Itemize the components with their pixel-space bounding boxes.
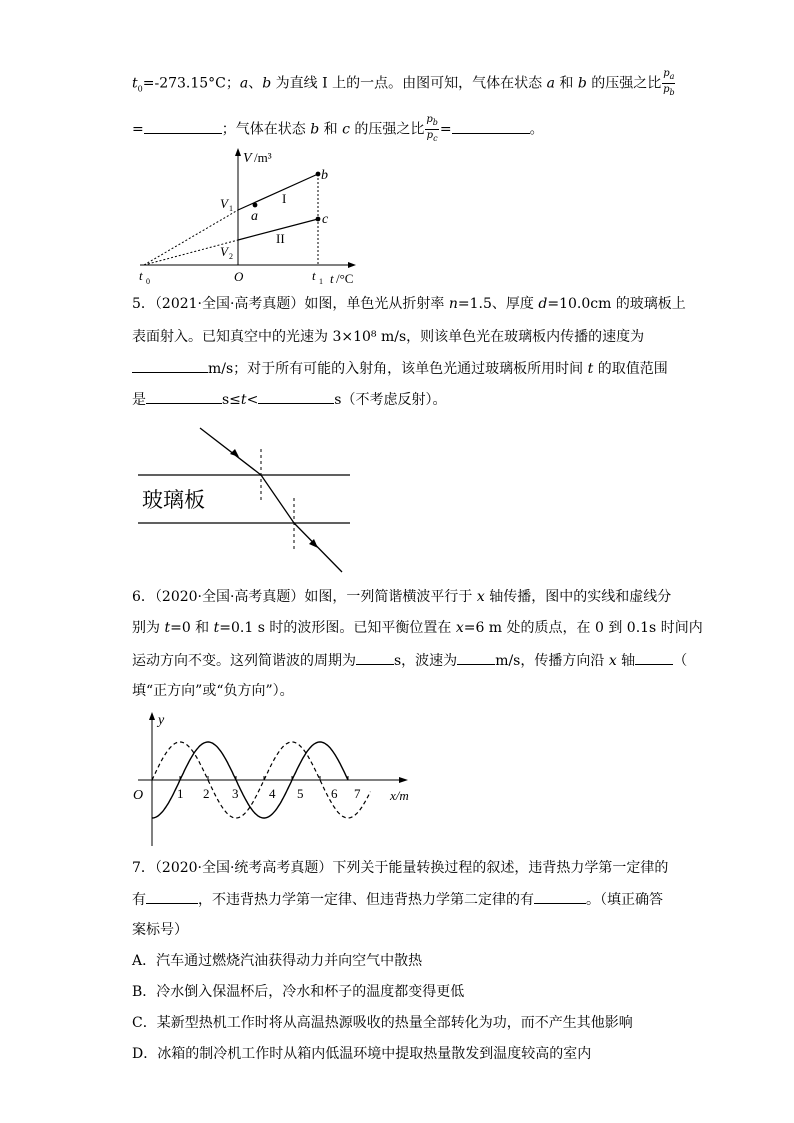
q7-line2 [132,889,663,910]
answer-blank-direction[interactable] [635,650,673,665]
tick-label-5: 5 [297,786,304,801]
q4-text-line1 [132,68,676,99]
text-segment: s（不考虑反射）。 [334,392,447,408]
answer-blank-speed[interactable] [132,358,208,373]
tick-label-4: 4 [269,786,276,801]
text-segment: =10.0cm 的玻璃板上 [547,296,686,312]
state-b: b [577,75,587,92]
origin-label: O [133,788,144,803]
y-axis-arrow [149,712,155,720]
label-t0: t [139,268,143,283]
glass-label: 玻璃板 [142,488,205,512]
text-segment: 5．（2021·全国·高考真题）如图，单色光从折射率 [132,296,449,312]
emergent-ray [294,523,342,572]
symbol-t: t [213,620,220,636]
answer-blank-tmax[interactable] [258,389,334,404]
label-t1-sub: 1 [319,277,323,286]
t0-value: =-273.15°C； [142,75,240,92]
frac-den-sub: c [433,134,438,143]
incident-arrow [230,449,239,457]
text-segment: m/s；对于所有可能的入射角，该单色光通过玻璃板所用时间 [208,361,588,377]
q7-line3 [132,920,188,940]
separator: 、 [248,75,263,92]
text-segment: =6 m 处的质点，在 0 到 0.1s 时间内 [463,620,703,636]
tick-label-3: 3 [232,786,239,801]
state-a: a [239,75,249,92]
period: 。 [529,121,544,138]
text-segment: 别为 [132,620,165,636]
frac-num-sub: b [432,118,438,127]
pressure-ratio-bc [425,114,439,145]
y-axis-label: V [243,151,252,166]
q5-line1 [132,294,686,314]
symbol-x: x [455,620,464,636]
state-a: a [546,75,555,92]
q5-line4 [132,389,446,410]
state-c: c [342,121,350,138]
t0-symbol: t [132,75,138,92]
text-segment: ，不违背热力学第一定律、但违背热力学第二定律的有 [198,892,534,908]
text-segment: 表面射入。已知真空中的光速为 3×10⁸ m/s，则该单色光在玻璃板内传播的速度为 [132,329,645,345]
q6-line3 [132,650,687,671]
tick-label-7: 7 [354,786,361,801]
text-segment: 有 [132,892,146,908]
text-segment: 是 [132,392,146,408]
state-b: b [310,121,320,138]
label-c: c [322,212,329,227]
x-axis-label: x/m [390,788,409,803]
option-b: B．冷水倒入保温杯后，冷水和杯子的温度都变得更低 [132,984,465,1000]
answer-blank-bc[interactable] [452,119,530,134]
text-segment: m/s，传播方向沿 [495,653,609,669]
x-axis-label: t [330,271,334,286]
frac-den: p [426,130,434,141]
point-c [316,217,321,222]
refracted-ray [261,475,294,523]
text-segment: 6．（2020·全国·高考真题）如图，一列简谐横波平行于 [132,589,477,605]
symbol-t: t [240,392,247,408]
symbol-x: x [476,589,485,605]
label-V2: V [220,244,228,259]
text-segment: =0.1 s 时的波形图。已知平衡位置在 [219,620,456,636]
text-segment: 填“正方向”或“负方向”）。 [132,683,294,699]
label-t0-sub: 0 [146,277,150,286]
option-c: C．某新型热机工作时将从高温热源吸收的热量全部转化为功，而不产生其他影响 [132,1015,633,1031]
q5-line3 [132,358,668,379]
equals: = [132,121,144,138]
equals: = [439,121,452,138]
label-b: b [321,168,328,183]
text-segment: 的取值范围 [593,361,668,377]
text-segment: 的压强之比 [349,121,425,138]
symbol-n: n [448,296,458,312]
frac-num: p [426,114,433,125]
label-a: a [251,209,258,224]
label-O: O [234,269,244,284]
glass-plate-diagram [130,422,360,582]
frac-den-sub: b [669,88,675,97]
label-V2-sub: 2 [229,252,233,261]
option-a: A．汽车通过燃烧汽油获得动力并向空气中散热 [132,953,423,969]
frac-den: p [663,84,670,95]
text-segment: 轴传播，图中的实线和虚线分 [484,589,672,605]
answer-blank-period[interactable] [356,650,394,665]
answer-blank-first-law[interactable] [146,889,198,904]
answer-blank-second-law[interactable] [534,889,586,904]
point-b [316,172,321,177]
text-segment: 轴 [616,653,636,669]
text-segment: 案标号） [132,922,188,938]
less-than: < [246,392,259,408]
q6-line4 [132,681,294,701]
y-axis-unit: /m³ [254,150,272,165]
pressure-ratio-ab [662,68,675,99]
tick-label-1: 1 [177,786,184,801]
wave-graph [128,708,428,853]
text-segment: s≤ [222,392,241,408]
point-a [253,203,258,208]
text-segment: 和 [319,121,343,138]
label-V1-sub: 1 [229,204,233,213]
frac-num-sub: a [669,72,675,81]
text-segment: =1.5、厚度 [457,296,539,312]
answer-blank-ab[interactable] [144,119,222,134]
tick-label-2: 2 [203,786,210,801]
x-axis-arrow [348,262,356,268]
q6-line1 [132,587,671,607]
answer-blank-wave-speed[interactable] [457,650,495,665]
frac-num: p [663,68,670,79]
y-axis-label: y [158,713,165,728]
text-segment: 运动方向不变。这列简谐波的周期为 [132,653,356,669]
incident-ray [200,428,261,475]
text-segment: 的压强之比 [586,75,662,92]
text-segment: s，波速为 [394,653,458,669]
text-segment: 。（填正确答 [586,892,663,908]
text-segment: 和 [554,75,578,92]
text-segment: 为直线 I 上的一点。由图可知，气体在状态 [271,75,547,92]
label-t1: t [312,268,316,283]
text-segment: 7．（2020·全国·统考高考真题）下列关于能量转换过程的叙述，违背热力学第一定律的 [132,860,669,876]
symbol-d: d [538,296,548,312]
q5-line2 [132,327,644,347]
q7-line1 [132,858,668,878]
symbol-x: x [608,653,617,669]
q6-line2 [132,618,703,638]
option-d: D．冰箱的制冷机工作时从箱内低温环境中提取热量散发到温度较高的室内 [132,1046,592,1062]
tick-label-6: 6 [331,786,338,801]
text-segment: ；气体在状态 [221,121,311,138]
answer-blank-tmin[interactable] [146,389,222,404]
x-axis-unit: /°C [336,271,354,286]
label-V1: V [220,196,228,211]
label-I: I [282,191,287,206]
text-segment: （ [673,653,688,669]
q4-text-line2 [132,114,544,145]
state-b: b [262,75,272,92]
label-II: II [276,231,285,246]
line-I [238,174,318,210]
x-axis-arrow [399,777,408,783]
text-segment: =0 和 [170,620,214,636]
vt-graph [130,142,370,292]
y-axis-arrow [235,148,241,156]
symbol-t: t [587,361,594,377]
symbol-t: t [164,620,171,636]
t0-subscript: 0 [137,84,143,94]
